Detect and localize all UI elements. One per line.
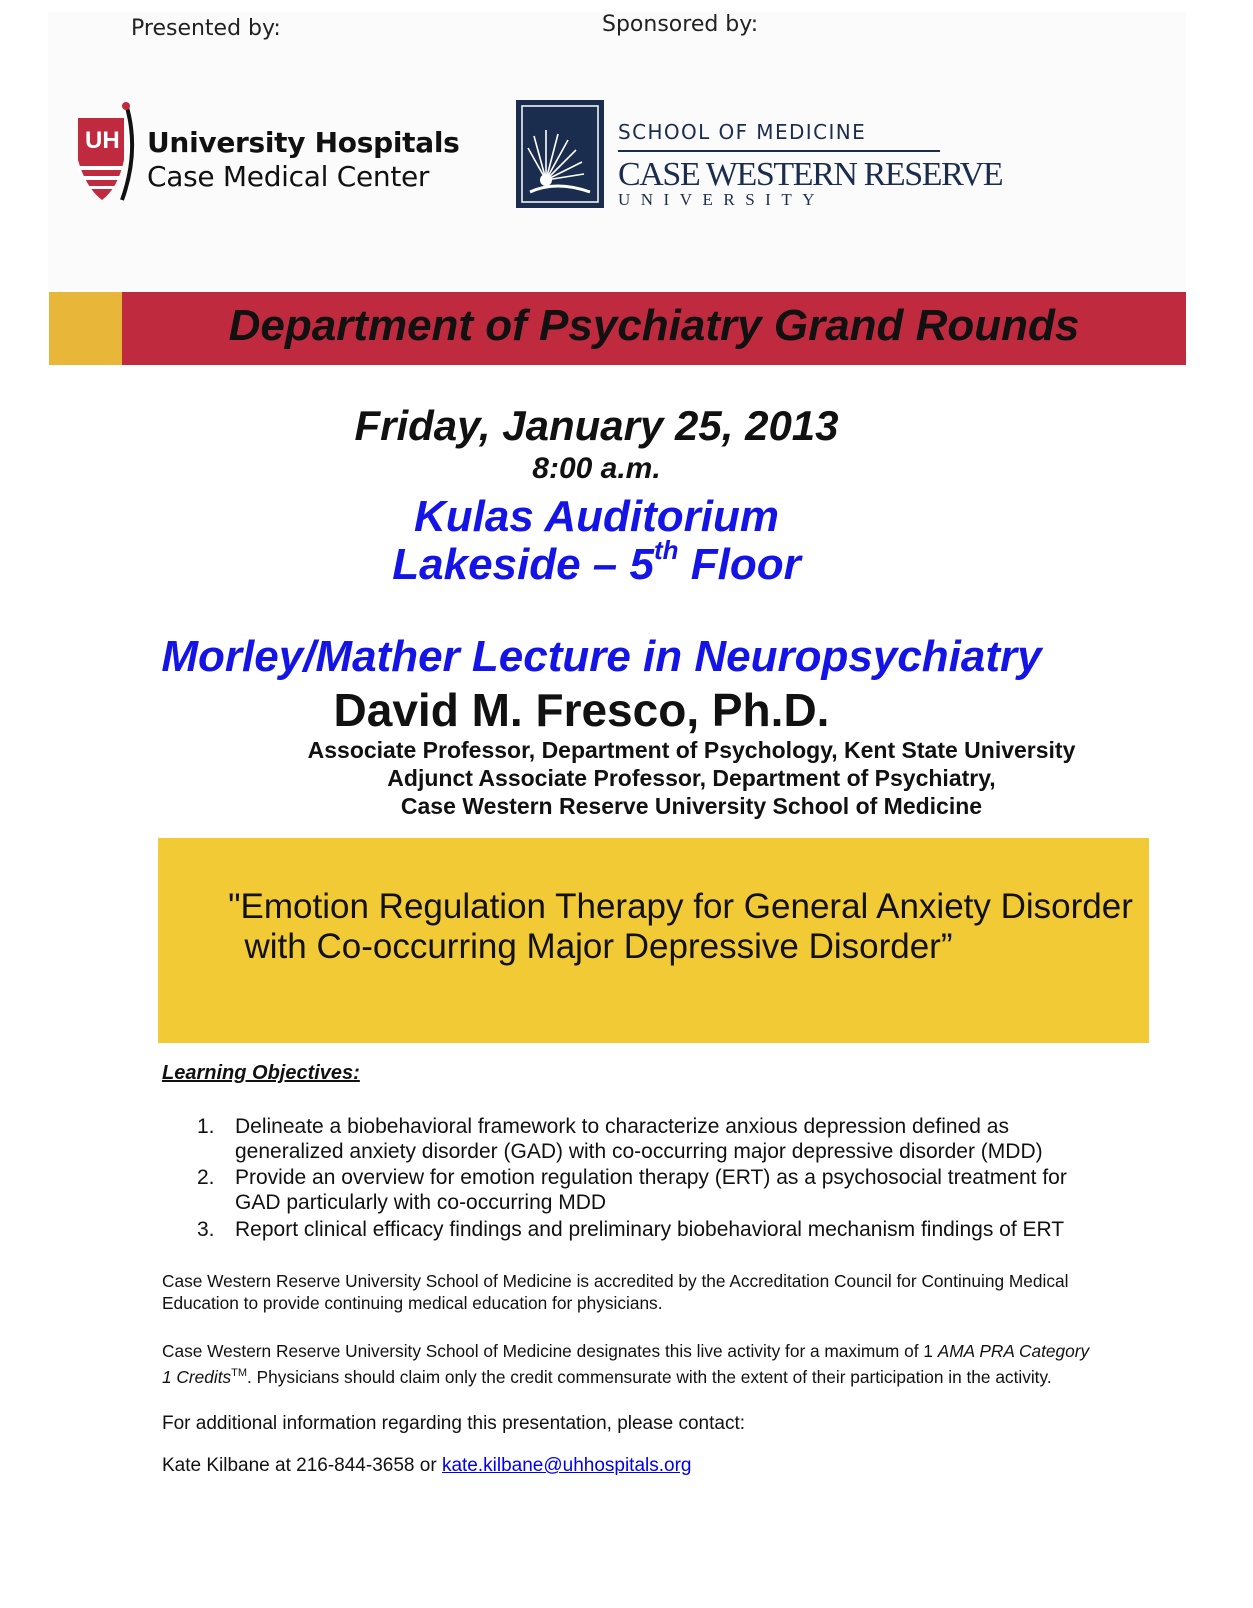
contact-name-phone: Kate Kilbane at 216-844-3658 or <box>162 1455 442 1476</box>
contact-email-link[interactable]: kate.kilbane@uhhospitals.org <box>441 1455 692 1476</box>
objective-line: generalized anxiety disorder (GAD) with co-occurring major depressive disorder (MDD) <box>235 1140 1043 1163</box>
contact-line <box>162 1454 692 1478</box>
cwru-sunburst-logo-icon <box>516 100 604 208</box>
lecture-title-line: "Emotion Regulation Therapy for General Anxiety Disorder <box>228 887 1133 926</box>
cwru-divider <box>618 150 940 152</box>
objective-line: Report clinical efficacy findings and preliminary biobehavioral mechanism findings of ERT <box>235 1218 1065 1241</box>
banner-title: Department of Psychiatry Grand Rounds <box>228 301 1080 350</box>
objective-number: 2. <box>197 1166 215 1189</box>
event-date: Friday, January 25, 2013 <box>354 402 839 449</box>
credit-text: Case Western Reserve University School of Medicine designates this live activity for a maximum of 1 <box>162 1341 938 1361</box>
event-venue: Kulas Auditorium <box>413 492 780 541</box>
sponsored-by-label: Sponsored by: <box>602 12 759 37</box>
lecture-series: Morley/Mather Lecture in Neuropsychiatry <box>161 632 1042 681</box>
credit-claim-text: . Physicians should claim only the credit commensurate with the extent of their participation in the activity. <box>247 1366 1052 1387</box>
uh-subname: Case Medical Center <box>147 160 430 193</box>
speaker-affiliation: Adjunct Associate Professor, Department of Psychiatry, <box>387 765 996 791</box>
speaker-affiliation: Case Western Reserve University School of Medicine <box>400 793 983 819</box>
objectives-heading: Learning Objectives: <box>162 1062 360 1084</box>
location-suffix: Floor <box>678 540 801 589</box>
uh-monogram: UH <box>85 127 120 154</box>
speaker-name: David M. Fresco, Ph.D. <box>333 684 830 736</box>
lecture-title-line: with Co-occurring Major Depressive Disorder” <box>244 927 953 966</box>
credit-category: AMA PRA Category <box>937 1341 1090 1361</box>
credit-name: 1 Credits <box>162 1366 232 1387</box>
cwru-school-label: SCHOOL OF MEDICINE <box>618 120 867 144</box>
objective-line: GAD particularly with co-occurring MDD <box>235 1191 607 1214</box>
presented-by-label: Presented by: <box>131 16 281 41</box>
contact-intro: For additional information regarding this presentation, please contact: <box>162 1413 746 1434</box>
accreditation-line: Case Western Reserve University School of Medicine is accredited by the Accreditation Council for Continuing Medical <box>162 1271 1069 1291</box>
credit-designation-line <box>162 1340 1162 1362</box>
trademark-mark: TM <box>231 1367 248 1379</box>
cwru-name: CASE WESTERN RESERVE <box>618 156 1003 193</box>
event-location <box>0 535 1253 590</box>
objective-line: Provide an overview for emotion regulation therapy (ERT) as a psychosocial treatment for <box>235 1166 1067 1189</box>
uh-shield-logo-icon <box>74 100 144 204</box>
credit-designation-line <box>162 1362 1162 1388</box>
objective-line: Delineate a biobehavioral framework to characterize anxious depression defined as <box>235 1115 1009 1138</box>
speaker-affiliation: Associate Professor, Department of Psychology, Kent State University <box>307 737 1076 763</box>
location-ordinal: th <box>653 535 679 566</box>
uh-name: University Hospitals <box>147 126 460 159</box>
event-time: 8:00 a.m. <box>532 452 661 485</box>
banner-gold-block <box>49 292 122 365</box>
location-prefix: Lakeside – 5 <box>392 540 654 589</box>
objective-number: 1. <box>197 1115 215 1138</box>
objective-number: 3. <box>197 1218 215 1241</box>
cwru-university-label: UNIVERSITY <box>618 190 825 209</box>
accreditation-line: Education to provide continuing medical education for physicians. <box>162 1293 663 1313</box>
